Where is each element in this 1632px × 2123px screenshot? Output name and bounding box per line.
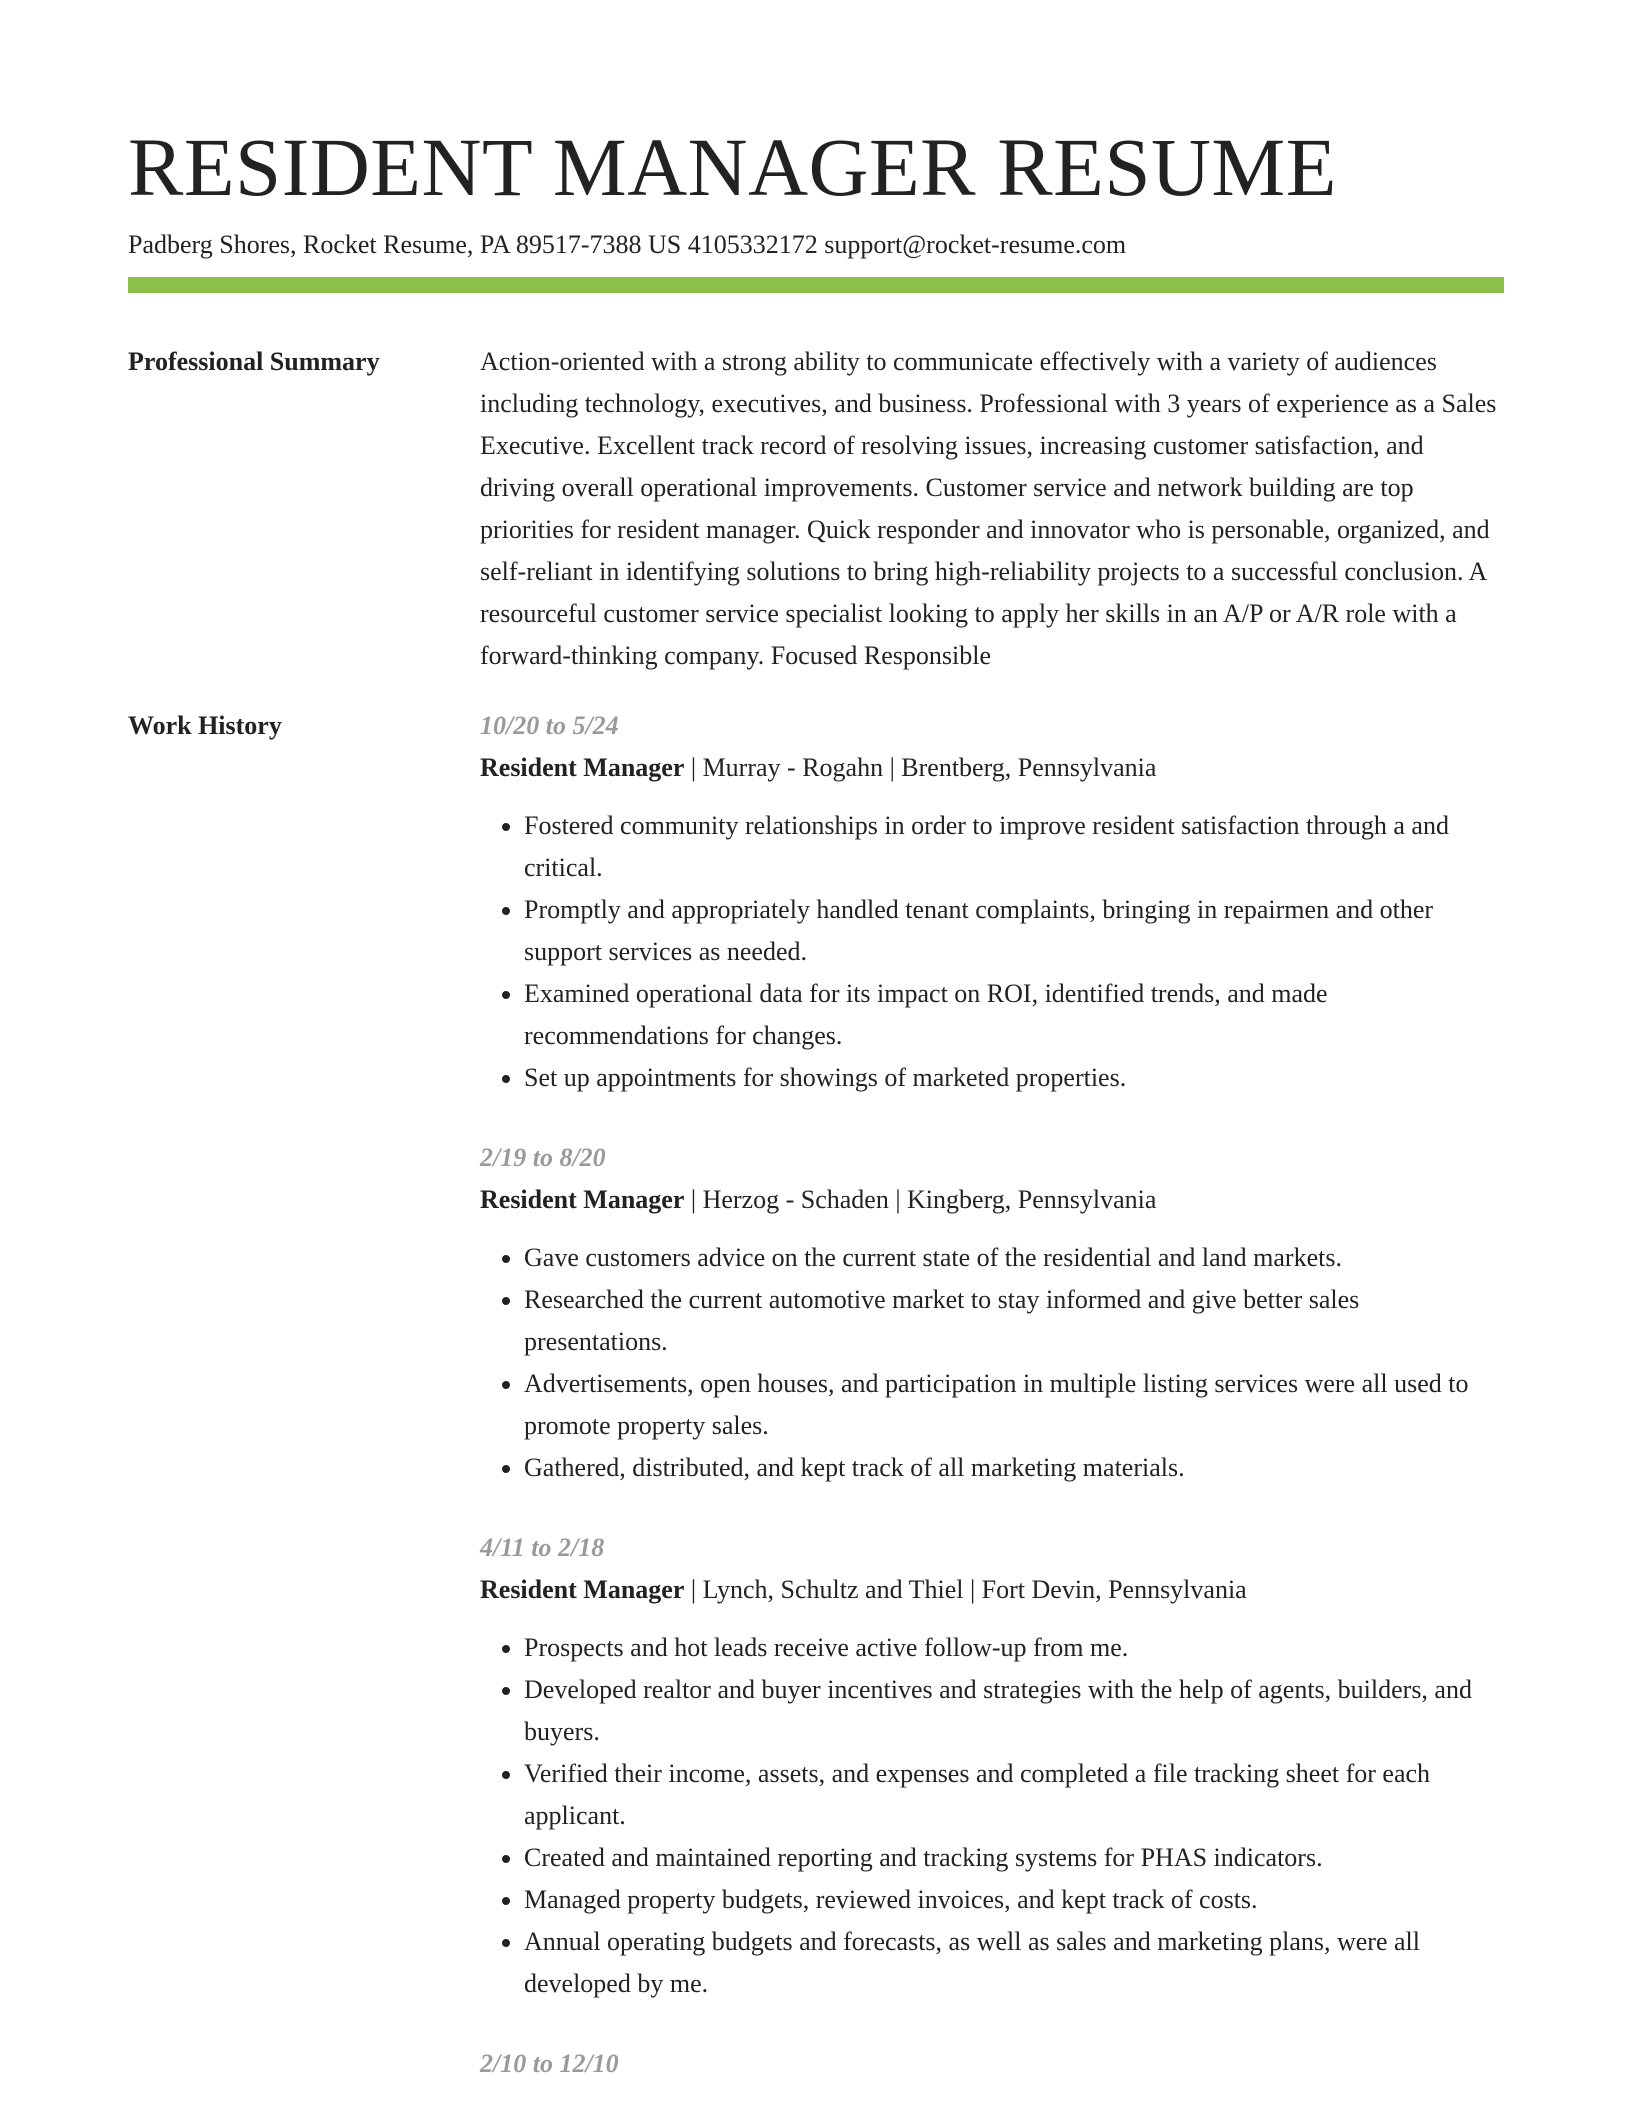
resume-title: RESIDENT MANAGER RESUME [128, 121, 1337, 213]
job-bullet: • Developed realtor and buyer incentives and strategies with the help of agents, builders, and buyers. [524, 1669, 1504, 1753]
summary-label: Professional Summary [128, 347, 380, 377]
work-history-label: Work History [128, 711, 282, 741]
job-bullet: • Gathered, distributed, and kept track of all marketing materials. [524, 1447, 1504, 1489]
job-heading [480, 1179, 1504, 1221]
job-details: | Herzog - Schaden | Kingberg, Pennsylvania [684, 1185, 1157, 1215]
job-bullet: • Verified their income, assets, and expenses and completed a file tracking sheet for each applicant. [524, 1753, 1504, 1837]
job-bullets [480, 1237, 1504, 1489]
job-details: | Lynch, Schultz and Thiel | Fort Devin, Pennsylvania [684, 1575, 1247, 1605]
job-entry [480, 1527, 1504, 2005]
work-history-section [128, 705, 1504, 2123]
contact-info: Padberg Shores, Rocket Resume, PA 89517-7388 US 4105332172 support@rocket-resume.com [128, 229, 1127, 259]
resume-page [128, 118, 1504, 2123]
accent-divider [128, 277, 1504, 293]
job-dates: 2/19 to 8/20 [480, 1143, 606, 1173]
job-bullets [480, 805, 1504, 1099]
job-bullet: • Prospects and hot leads receive active follow-up from me. [524, 1627, 1504, 1669]
job-bullet: • Examined operational data for its impact on ROI, identified trends, and made recommendations for changes. [524, 973, 1504, 1057]
summary-section [128, 341, 1504, 677]
job-entry [480, 1137, 1504, 1489]
job-bullet: • Advertisements, open houses, and participation in multiple listing services were all used to promote property sales. [524, 1363, 1504, 1447]
job-title: Resident Manager [480, 1185, 685, 1215]
job-bullet: • Annual operating budgets and forecasts, as well as sales and marketing plans, were all developed by me. [524, 1921, 1504, 2005]
job-entry [480, 705, 1504, 1099]
job-bullets [480, 1627, 1504, 2005]
job-bullet: • Researched the current automotive market to stay informed and give better sales presentations. [524, 1279, 1504, 1363]
job-bullet: • Gave customers advice on the current state of the residential and land markets. [524, 1237, 1504, 1279]
job-details: | Murray - Rogahn | Brentberg, Pennsylvania [684, 753, 1157, 783]
job-heading [480, 1569, 1504, 1611]
job-bullet: • Fostered community relationships in order to improve resident satisfaction through a and critical. [524, 805, 1504, 889]
job-dates: 10/20 to 5/24 [480, 711, 619, 741]
job-bullet: • Managed property budgets, reviewed invoices, and kept track of costs. [524, 1879, 1504, 1921]
summary-text: Action-oriented with a strong ability to communicate effectively with a variety of audiences including technology, executives, and business. Professional with 3 years of experience as a Sales Executive. Excellent track record of resolving issues, increasing customer satisfaction, and driving overall operational improvements. Customer service and network building are top priorities for resident manager. Quick responder and innovator who is personable, organized, and self-reliant in identifying solutions to bring high-reliability projects to a successful conclusion. A resourceful customer service specialist looking to apply her skills in an A/P or A/R role with a forward-thinking company. Focused Responsible [480, 347, 1497, 671]
job-title: Resident Manager [480, 753, 685, 783]
job-title: Resident Manager [480, 1575, 685, 1605]
job-entry [480, 2043, 1504, 2085]
job-bullet: • Promptly and appropriately handled tenant complaints, bringing in repairmen and other support services as needed. [524, 889, 1504, 973]
job-heading [480, 747, 1504, 789]
job-dates: 2/10 to 12/10 [480, 2049, 619, 2079]
job-bullet: • Created and maintained reporting and tracking systems for PHAS indicators. [524, 1837, 1504, 1879]
work-history-list [480, 705, 1504, 2123]
job-bullet: • Set up appointments for showings of marketed properties. [524, 1057, 1504, 1099]
job-dates: 4/11 to 2/18 [480, 1533, 605, 1563]
